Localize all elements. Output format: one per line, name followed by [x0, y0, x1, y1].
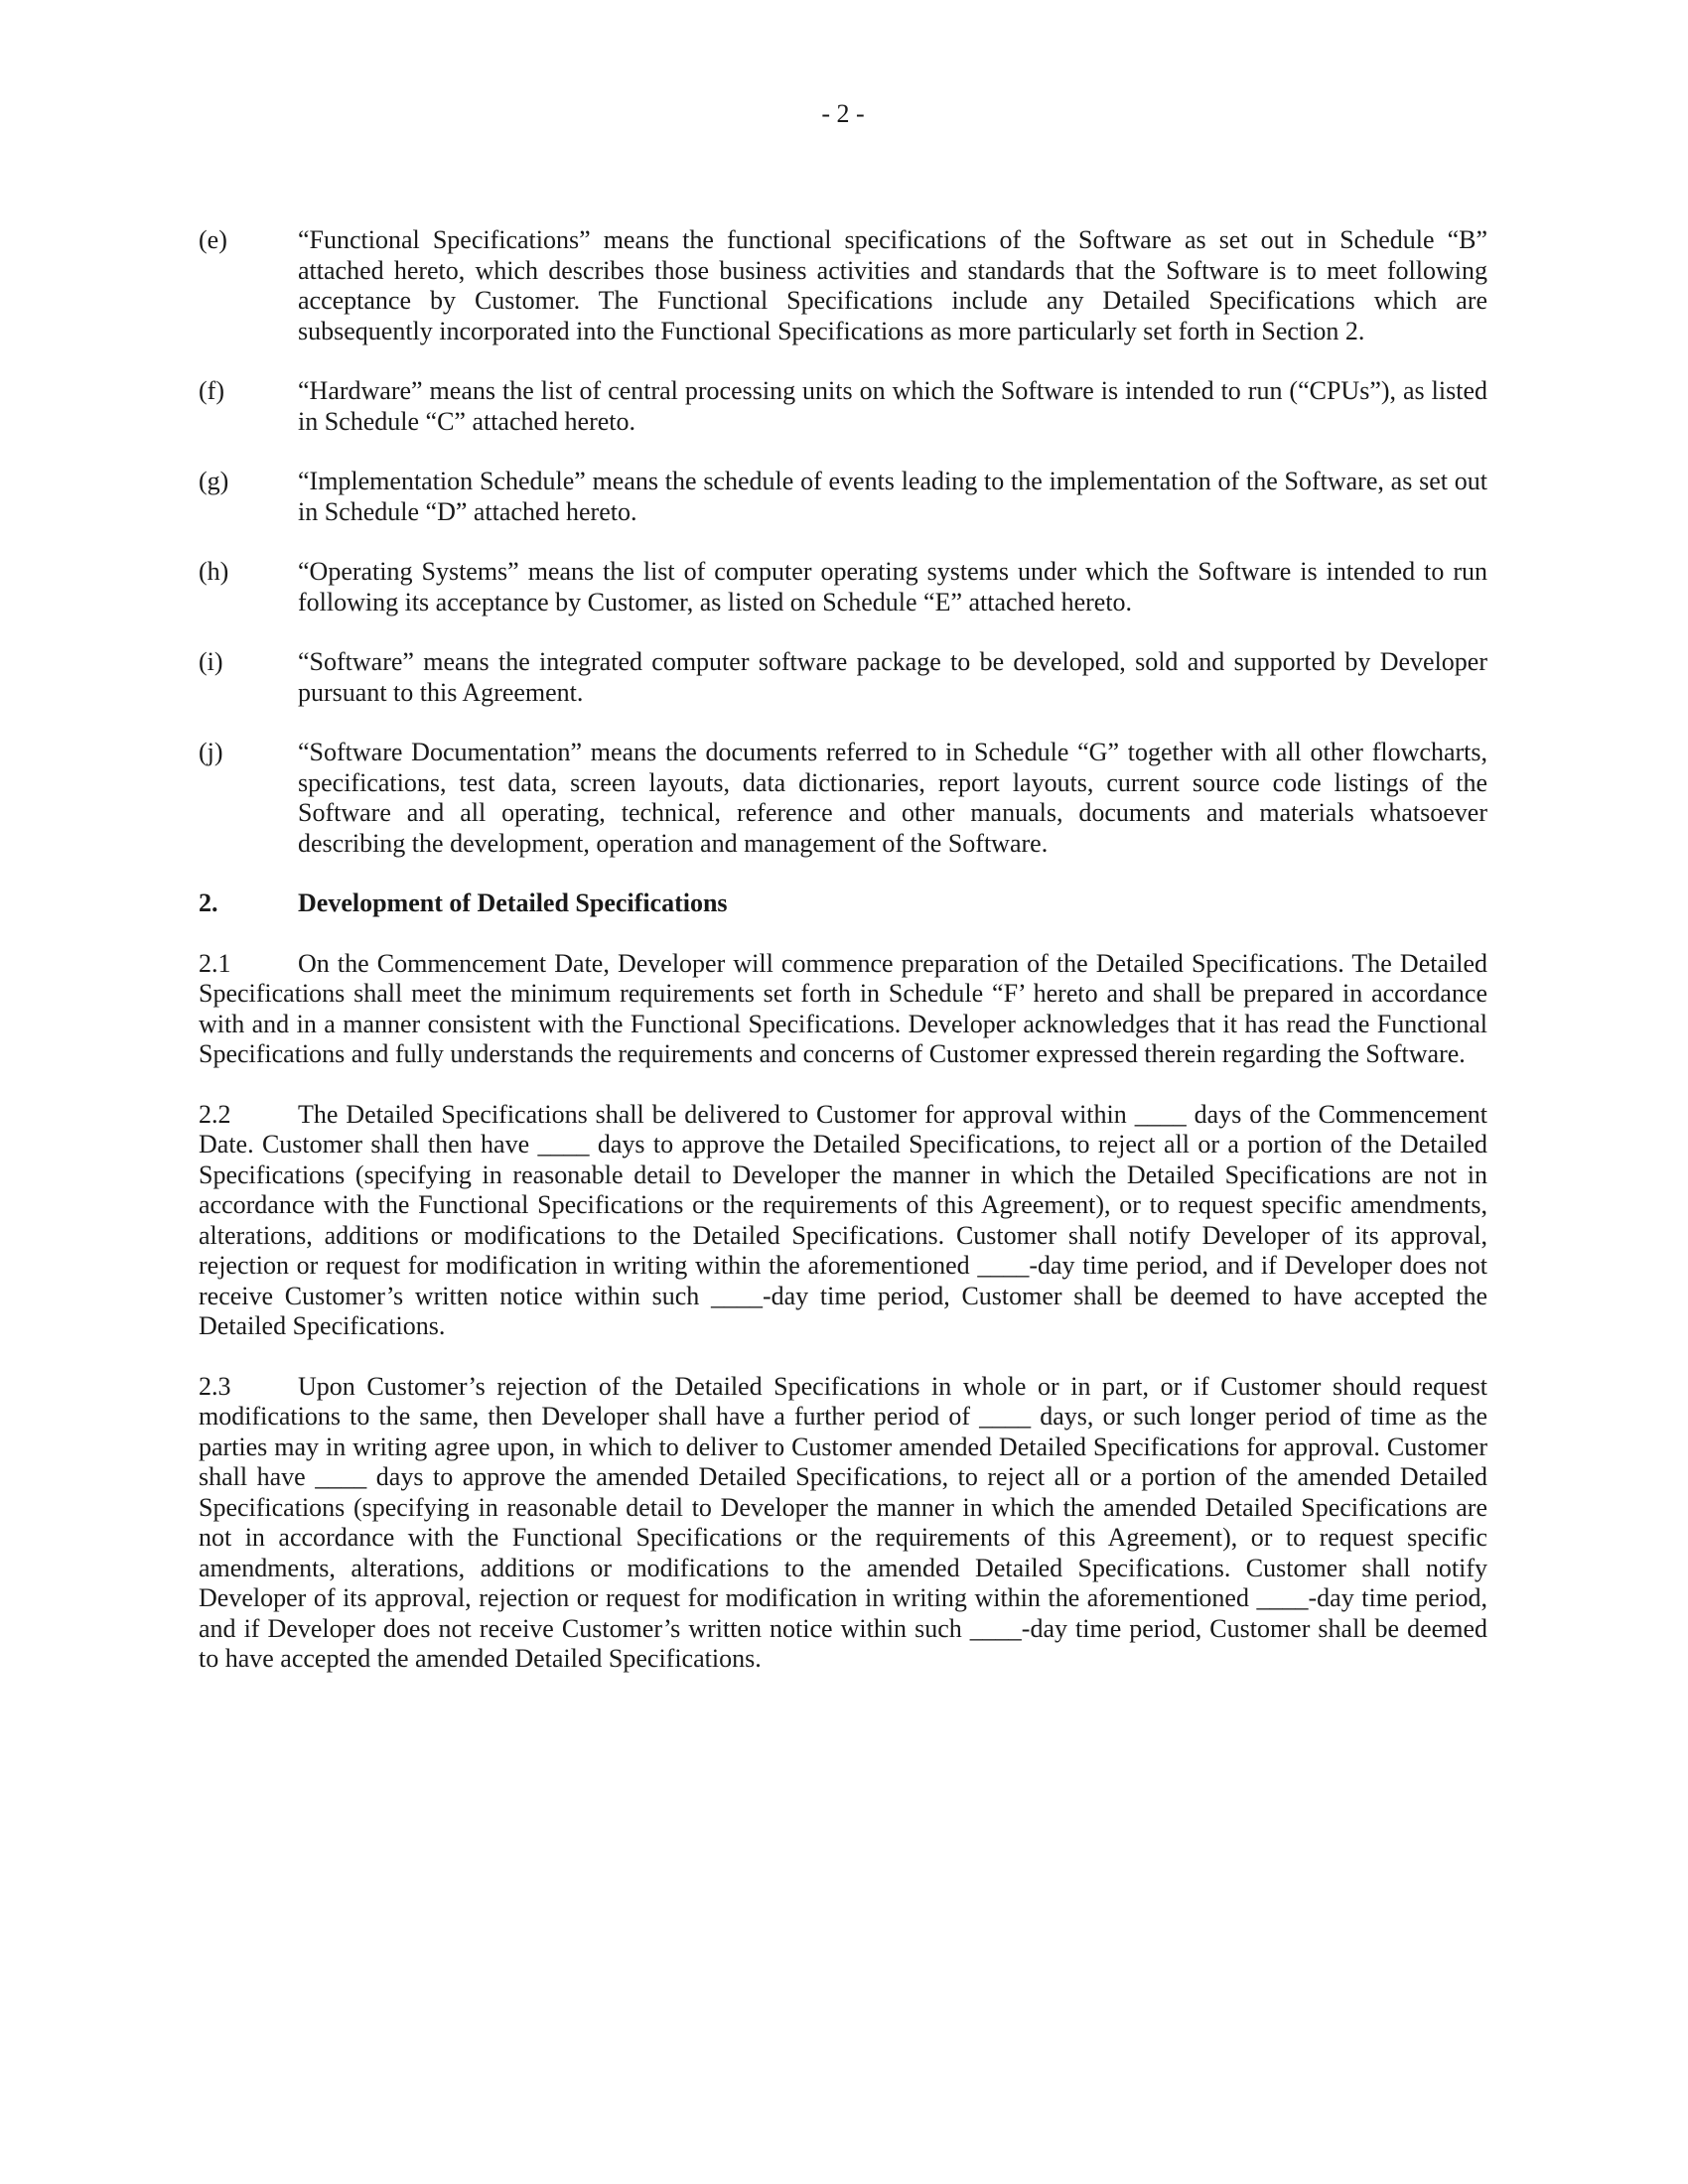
- definition-text: “Implementation Schedule” means the schedule of events leading to the implementation of the Software, as set out in Schedule “D” attached hereto.: [298, 467, 1487, 526]
- definition-label: (e): [199, 225, 227, 254]
- definition-label: (f): [199, 376, 224, 405]
- paragraph-2-1: [199, 949, 1487, 1070]
- paragraph-number: 2.1: [199, 948, 231, 978]
- definition-label: (j): [199, 738, 223, 766]
- paragraph-2-2: [199, 1100, 1487, 1342]
- paragraph-number: 2.3: [199, 1371, 231, 1401]
- paragraph-text: On the Commencement Date, Developer will commence preparation of the Detailed Specifications. The Detailed Specifications shall meet the minimum requirements set forth in Schedule “F’ hereto and shall be prepared in accordance with and in a manner consistent with the Functional Specifications. Developer acknowledges that it has read the Functional Specifications and fully understands the requirements and concerns of Customer expressed therein regarding the Software.: [199, 948, 1487, 1068]
- definition-label: (g): [199, 467, 229, 495]
- definition-text: “Hardware” means the list of central processing units on which the Software is intended to run (“CPUs”), as listed in Schedule “C” attached hereto.: [298, 376, 1487, 436]
- paragraph-text: The Detailed Specifications shall be delivered to Customer for approval within ____ days of the Commencement Date. Customer shall then have ____ days to approve the Detailed Specifications, to reject all or a portion of the Detailed Specifications (specifying in reasonable detail to Developer the manner in which the Detailed Specifications are not in accordance with the Functional Specifications or the requirements of this Agreement), or to request specific amendments, alterations, additions or modifications to the Detailed Specifications. Customer shall notify Developer of its approval, rejection or request for modification in writing within the aforementioned ____-day time period, and if Developer does not receive Customer’s written notice within such ____-day time period, Customer shall be deemed to have accepted the Detailed Specifications.: [199, 1099, 1487, 1340]
- paragraph-text: Upon Customer’s rejection of the Detailed Specifications in whole or in part, or if Customer should request modifications to the same, then Developer shall have a further period of ____ days, or such longer period of time as the parties may in writing agree upon, in which to deliver to Customer amended Detailed Specifications for approval. Customer shall have ____ days to approve the amended Detailed Specifications, to reject all or a portion of the amended Detailed Specifications (specifying in reasonable detail to Developer the manner in which the amended Detailed Specifications are not in accordance with the Functional Specifications or the requirements of this Agreement), or to request specific amendments, alterations, additions or modifications to the amended Detailed Specifications. Customer shall notify Developer of its approval, rejection or request for modification in writing within the aforementioned ____-day time period, and if Developer does not receive Customer’s written notice within such ____-day time period, Customer shall be deemed to have accepted the amended Detailed Specifications.: [199, 1371, 1487, 1673]
- definition-item-i: [199, 647, 1487, 708]
- definition-text: “Functional Specifications” means the functional specifications of the Software as set out in Schedule “B” attached hereto, which describes those business activities and standards that the Software is to meet following acceptance by Customer. The Functional Specifications include any Detailed Specifications which are subsequently incorporated into the Functional Specifications as more particularly set forth in Section 2.: [298, 225, 1487, 345]
- paragraph-2-3: [199, 1372, 1487, 1675]
- section-title: Development of Detailed Specifications: [298, 888, 728, 917]
- section-heading: [199, 888, 1487, 919]
- section-number: 2.: [199, 888, 218, 917]
- definition-text: “Operating Systems” means the list of computer operating systems under which the Software is intended to run following its acceptance by Customer, as listed on Schedule “E” attached hereto.: [298, 557, 1487, 616]
- definition-label: (h): [199, 557, 229, 586]
- page-number: - 2 -: [821, 99, 865, 128]
- definition-item-g: [199, 467, 1487, 527]
- document-body: [199, 225, 1487, 1705]
- definition-item-f: [199, 376, 1487, 437]
- definition-label: (i): [199, 647, 223, 676]
- definition-text: “Software Documentation” means the documents referred to in Schedule “G” together with all other flowcharts, specifications, test data, screen layouts, data dictionaries, report layouts, current source code listings of the Software and all operating, technical, reference and other manuals, documents and materials whatsoever describing the development, operation and management of the Software.: [298, 738, 1487, 858]
- definition-item-j: [199, 738, 1487, 859]
- paragraph-number: 2.2: [199, 1099, 231, 1129]
- definition-item-e: [199, 225, 1487, 346]
- definition-item-h: [199, 557, 1487, 617]
- definition-text: “Software” means the integrated computer software package to be developed, sold and supported by Developer pursuant to this Agreement.: [298, 647, 1487, 707]
- document-page: [199, 0, 1487, 2184]
